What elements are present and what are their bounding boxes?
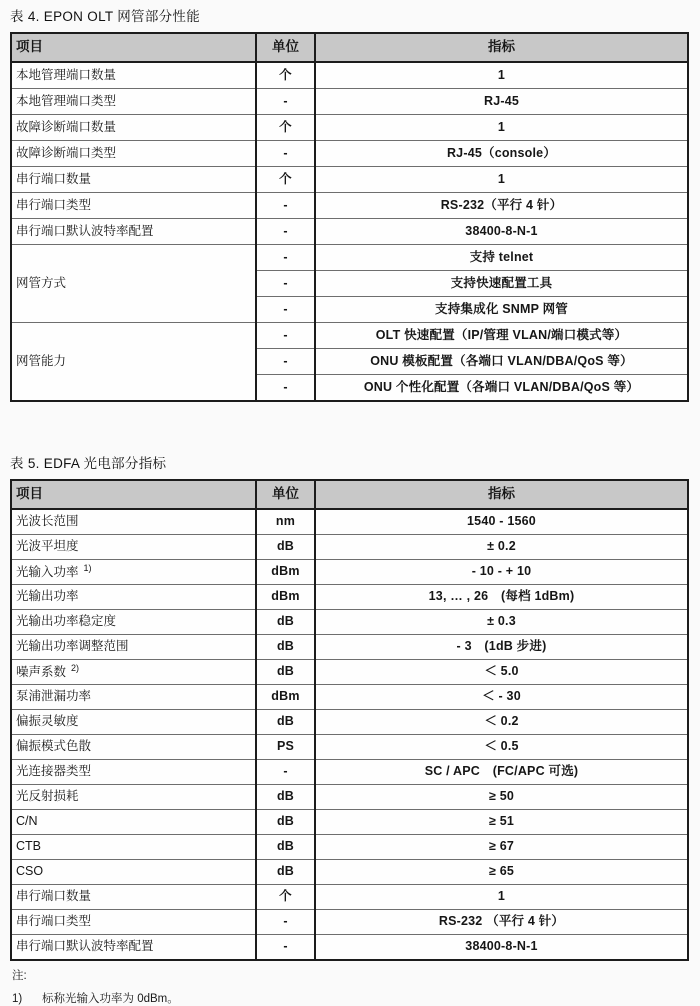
spec-cell: 1 (315, 885, 688, 910)
spec-cell: RJ-45 (315, 89, 688, 115)
item-cell: 光连接器类型 (11, 760, 256, 785)
unit-cell: - (256, 219, 315, 245)
table4-title: 表 4. EPON OLT 网管部分性能 (10, 9, 201, 24)
table-row (11, 62, 688, 89)
spec-cell: RJ-45（console） (315, 141, 688, 167)
spec-cell: 1 (315, 115, 688, 141)
table-row (11, 323, 688, 349)
item-cell: 串行端口类型 (11, 910, 256, 935)
spec-cell: ＜ 0.2 (315, 710, 688, 735)
unit-cell: dB (256, 535, 315, 560)
item-cell: 串行端口默认波特率配置 (11, 935, 256, 961)
table-row (11, 935, 688, 961)
unit-cell: 个 (256, 167, 315, 193)
item-cell: 偏振模式色散 (11, 735, 256, 760)
item-cell-group: 网管能力 (11, 323, 256, 402)
spec-cell: RS-232（平行 4 针） (315, 193, 688, 219)
spec-cell: 38400-8-N-1 (315, 219, 688, 245)
spec-cell: 1 (315, 62, 688, 89)
table-edfa-optical (10, 479, 689, 961)
unit-cell: nm (256, 509, 315, 535)
footnote-marker: 2) (71, 663, 80, 674)
table-row (11, 735, 688, 760)
header-row (11, 480, 688, 509)
item-cell: 泵浦泄漏功率 (11, 685, 256, 710)
item-cell: 串行端口默认波特率配置 (11, 219, 256, 245)
spec-cell: ＜ 0.5 (315, 735, 688, 760)
unit-cell: dB (256, 610, 315, 635)
unit-cell: dBm (256, 685, 315, 710)
unit-cell: - (256, 910, 315, 935)
spec-cell: ≥ 65 (315, 860, 688, 885)
table-row (11, 585, 688, 610)
spec-cell: 1540 - 1560 (315, 509, 688, 535)
spec-cell: RS-232 （平行 4 针） (315, 910, 688, 935)
unit-cell: - (256, 323, 315, 349)
spec-cell: ＜ 5.0 (315, 660, 688, 685)
spec-cell: ≥ 50 (315, 785, 688, 810)
column-header-unit: 单位 (256, 480, 315, 509)
item-cell: 串行端口数量 (11, 885, 256, 910)
table-row (11, 219, 688, 245)
table-row (11, 610, 688, 635)
item-cell (11, 560, 256, 585)
spec-cell: ONU 模板配置（各端口 VLAN/DBA/QoS 等） (315, 349, 688, 375)
table-row (11, 785, 688, 810)
column-header-unit: 单位 (256, 33, 315, 62)
unit-cell: dB (256, 860, 315, 885)
item-cell: 光输出功率调整范围 (11, 635, 256, 660)
spec-cell: 支持 telnet (315, 245, 688, 271)
table-row (11, 860, 688, 885)
column-header-spec: 指标 (315, 480, 688, 509)
table-row (11, 89, 688, 115)
item-cell: 光波长范围 (11, 509, 256, 535)
table5-title: 表 5. EDFA 光电部分指标 (10, 456, 167, 471)
spec-cell: ± 0.3 (315, 610, 688, 635)
unit-cell: dB (256, 710, 315, 735)
unit-cell: - (256, 760, 315, 785)
item-label: 噪声系数 (16, 665, 67, 680)
unit-cell: dB (256, 810, 315, 835)
unit-cell: - (256, 245, 315, 271)
item-cell-group: 网管方式 (11, 245, 256, 323)
unit-cell: 个 (256, 62, 315, 89)
table-row (11, 660, 688, 685)
notes-label: 注: (12, 970, 27, 982)
spec-cell: 支持集成化 SNMP 网管 (315, 297, 688, 323)
spec-cell: ± 0.2 (315, 535, 688, 560)
unit-cell: - (256, 193, 315, 219)
unit-cell: - (256, 141, 315, 167)
unit-cell: - (256, 89, 315, 115)
table-epon-olt-nms (10, 32, 689, 402)
table-row (11, 685, 688, 710)
footnote-marker: 1) (83, 563, 92, 574)
spec-cell: - 3 (1dB 步进) (315, 635, 688, 660)
item-cell: C/N (11, 810, 256, 835)
item-cell: 光输出功率稳定度 (11, 610, 256, 635)
table-row (11, 141, 688, 167)
item-cell: 串行端口数量 (11, 167, 256, 193)
unit-cell: - (256, 349, 315, 375)
item-cell: 故障诊断端口类型 (11, 141, 256, 167)
spec-cell: 38400-8-N-1 (315, 935, 688, 961)
table-row (11, 810, 688, 835)
table-row (11, 885, 688, 910)
unit-cell: - (256, 375, 315, 402)
unit-cell: - (256, 935, 315, 961)
item-cell: 光反射损耗 (11, 785, 256, 810)
table-row (11, 835, 688, 860)
spec-cell: - 10 - + 10 (315, 560, 688, 585)
item-cell (11, 660, 256, 685)
table-row (11, 509, 688, 535)
unit-cell: 个 (256, 115, 315, 141)
table-row (11, 560, 688, 585)
unit-cell: PS (256, 735, 315, 760)
item-cell: 串行端口类型 (11, 193, 256, 219)
spec-cell: ONU 个性化配置（各端口 VLAN/DBA/QoS 等） (315, 375, 688, 402)
unit-cell: dB (256, 660, 315, 685)
spec-cell: 1 (315, 167, 688, 193)
column-header-item: 项目 (11, 480, 256, 509)
header-row (11, 33, 688, 62)
table-row (11, 910, 688, 935)
spec-cell: ≥ 51 (315, 810, 688, 835)
table-row (11, 710, 688, 735)
unit-cell: dBm (256, 560, 315, 585)
unit-cell: - (256, 271, 315, 297)
table-row (11, 760, 688, 785)
spec-cell: OLT 快速配置（IP/管理 VLAN/端口模式等） (315, 323, 688, 349)
item-cell: 光波平坦度 (11, 535, 256, 560)
spec-cell: ≥ 67 (315, 835, 688, 860)
item-cell: CSO (11, 860, 256, 885)
unit-cell: dBm (256, 585, 315, 610)
unit-cell: 个 (256, 885, 315, 910)
item-cell: 本地管理端口类型 (11, 89, 256, 115)
table-row (11, 635, 688, 660)
unit-cell: - (256, 297, 315, 323)
spec-cell: ＜ - 30 (315, 685, 688, 710)
table-row (11, 193, 688, 219)
item-cell: 故障诊断端口数量 (11, 115, 256, 141)
column-header-spec: 指标 (315, 33, 688, 62)
unit-cell: dB (256, 785, 315, 810)
table-row (11, 245, 688, 271)
item-cell: CTB (11, 835, 256, 860)
spec-cell: 支持快速配置工具 (315, 271, 688, 297)
footnote-text: 标称光输入功率为 0dBm。 (42, 993, 179, 1005)
spec-cell: 13, … , 26 (每档 1dBm) (315, 585, 688, 610)
item-label: 光输入功率 (16, 565, 79, 580)
footnotes (12, 968, 688, 1006)
footnote-line (12, 990, 688, 1006)
unit-cell: dB (256, 835, 315, 860)
item-cell: 本地管理端口数量 (11, 62, 256, 89)
column-header-item: 项目 (11, 33, 256, 62)
unit-cell: dB (256, 635, 315, 660)
table-row (11, 167, 688, 193)
item-cell: 光输出功率 (11, 585, 256, 610)
table-row (11, 535, 688, 560)
spec-cell: SC / APC (FC/APC 可选) (315, 760, 688, 785)
footnote-number: 1) (12, 993, 23, 1005)
item-cell: 偏振灵敏度 (11, 710, 256, 735)
table-row (11, 115, 688, 141)
